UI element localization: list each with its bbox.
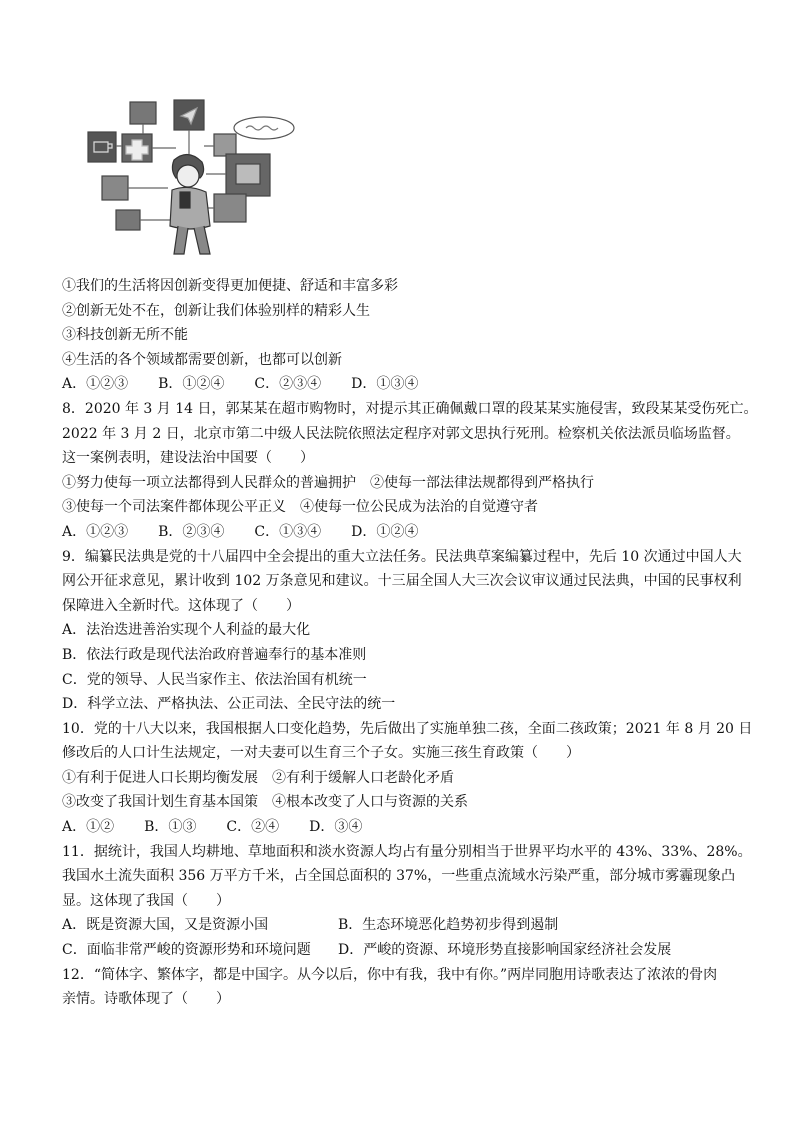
question-8-statements: [62, 471, 752, 520]
app-icon-top-left: [130, 102, 156, 124]
statement-item: ①我们的生活将因创新变得更加便捷、舒适和丰富多彩: [62, 278, 398, 294]
option-c: C．面临非常严峻的资源形势和环境问题: [62, 942, 311, 959]
stem-line: 2022 年 3 月 2 日，北京市第二中级人民法院依照法定程序对郭文思执行死刑。检察机关依法派员临场监督。: [62, 425, 740, 442]
option-c: C．②④: [226, 819, 280, 836]
option-b: B．依法行政是现代法治政府普遍奉行的基本准则: [62, 646, 367, 663]
question-8-stem: [62, 397, 758, 471]
statement-item: ④生活的各个领域都需要创新，也都可以创新: [62, 351, 342, 368]
option-b: B．①③: [144, 819, 197, 836]
stem-line: 9．编纂民法典是党的十八届四中全会提出的重大立法任务。民法典草案编纂过程中，先后 10 次通过中国人大: [62, 548, 742, 565]
app-icon-bottom-left: [116, 210, 140, 230]
person-head: [177, 165, 199, 187]
app-icon-mid-left: [102, 176, 128, 200]
question-11-stem: [62, 840, 752, 914]
option-c: C．党的领导、人民当家作主、依法治国有机统一: [62, 671, 367, 688]
question-11-options-row-1: [62, 913, 752, 938]
option-d: D．①②④: [351, 523, 419, 540]
stem-line: 修改后的人口计生法规定，一对夫妻可以生育三个子女。实施三孩生育政策（ ）: [62, 745, 580, 762]
question-9-stem: [62, 545, 752, 619]
question-10-stem: [62, 717, 752, 766]
option-d: D．③④: [309, 819, 363, 836]
option-a: A．①②③: [62, 523, 129, 540]
option-b: B．②③④: [158, 523, 225, 540]
statement-item: ③科技创新无所不能: [62, 327, 188, 344]
app-icon-right-inner: [236, 164, 260, 184]
person-figure: [170, 154, 210, 254]
stem-line: 我国水土流失面积 356 万平方千米，占全国总面积的 37%，一些重点流域水污染严重，部分城市雾霾现象凸: [62, 868, 736, 885]
stem-line: 保障进入全新时代。这体现了（ ）: [62, 597, 300, 614]
app-icon-right-bottom: [214, 194, 246, 222]
option-a: A．①②③: [62, 376, 129, 393]
option-c: C．②③④: [254, 376, 322, 393]
stem-line: 亲情。诗歌体现了（ ）: [62, 991, 230, 1008]
stem-line: 网公开征求意见，累计收到 102 万条意见和建议。十三届全国人大三次会议审议通过民法典，中国的民事权利: [62, 573, 742, 590]
speech-bubble: [234, 117, 294, 139]
option-c: C．①③④: [254, 523, 322, 540]
option-b: B．①②④: [158, 376, 225, 393]
phone-icon: [180, 192, 190, 208]
statement-item: ②创新无处不在，创新让我们体验别样的精彩人生: [62, 302, 370, 319]
option-a: A．既是资源大国，又是资源小国: [62, 917, 269, 934]
question-11-options-row-2: [62, 938, 752, 963]
statement-item: ③使每一个司法案件都体现公平正义 ④使每一位公民成为法治的自觉遵守者: [62, 499, 538, 516]
statement-item: ③改变了我国计划生育基本国策 ④根本改变了人口与资源的关系: [62, 794, 468, 811]
question-9-options: [62, 618, 752, 716]
option-b: B．生态环境恶化趋势初步得到遏制: [338, 917, 559, 934]
question-8-options: [62, 520, 752, 545]
stem-line: 10．党的十八大以来，我国根据人口变化趋势，先后做出了实施单独二孩，全面二孩政策；2021 年 8 月 20 日: [62, 720, 753, 737]
stem-line: 这一案例表明，建设法治中国要（ ）: [62, 450, 314, 467]
question-12-stem: [62, 963, 752, 1012]
question-10-statements: [62, 766, 752, 815]
statement-item: ①有利于促进人口长期均衡发展 ②有利于缓解人口老龄化矛盾: [62, 769, 454, 786]
option-a: A．①②: [62, 819, 115, 836]
option-d: D．严峻的资源、环境形势直接影响国家经济社会发展: [338, 942, 672, 959]
question-content: [62, 274, 758, 1012]
option-d: D．科学立法、严格执法、公正司法、全民守法的统一: [62, 696, 396, 713]
option-a: A．法治迭进善治实现个人利益的最大化: [62, 622, 311, 639]
innovation-life-illustration: [86, 94, 298, 262]
stem-line: 12．“简体字、繁体字，都是中国字。从今以后，你中有我，我中有你。”两岸同胞用诗歌表达了浓浓的骨肉: [62, 966, 718, 983]
person-legs: [174, 226, 210, 254]
statement-item: ①努力使每一项立法都得到人民群众的普遍拥护 ②使每一部法律法规都得到严格执行: [62, 474, 594, 491]
app-icon-right-top: [214, 134, 236, 156]
option-d: D．①③④: [351, 376, 419, 393]
question-10-options: [62, 815, 752, 840]
question-7-options: [62, 372, 752, 397]
stem-line: 显。这体现了我国（ ）: [62, 892, 230, 909]
stem-line: 8．2020 年 3 月 14 日，郭某某在超市购物时，对提示其正确佩戴口罩的段某某实施侵害，致段某某受伤死亡。: [62, 400, 758, 417]
stem-line: 11．据统计，我国人均耕地、草地面积和淡水资源人均占有量分别相当于世界平均水平的 43%、33%、28%。: [62, 843, 752, 860]
question-7-statements: [62, 274, 752, 372]
